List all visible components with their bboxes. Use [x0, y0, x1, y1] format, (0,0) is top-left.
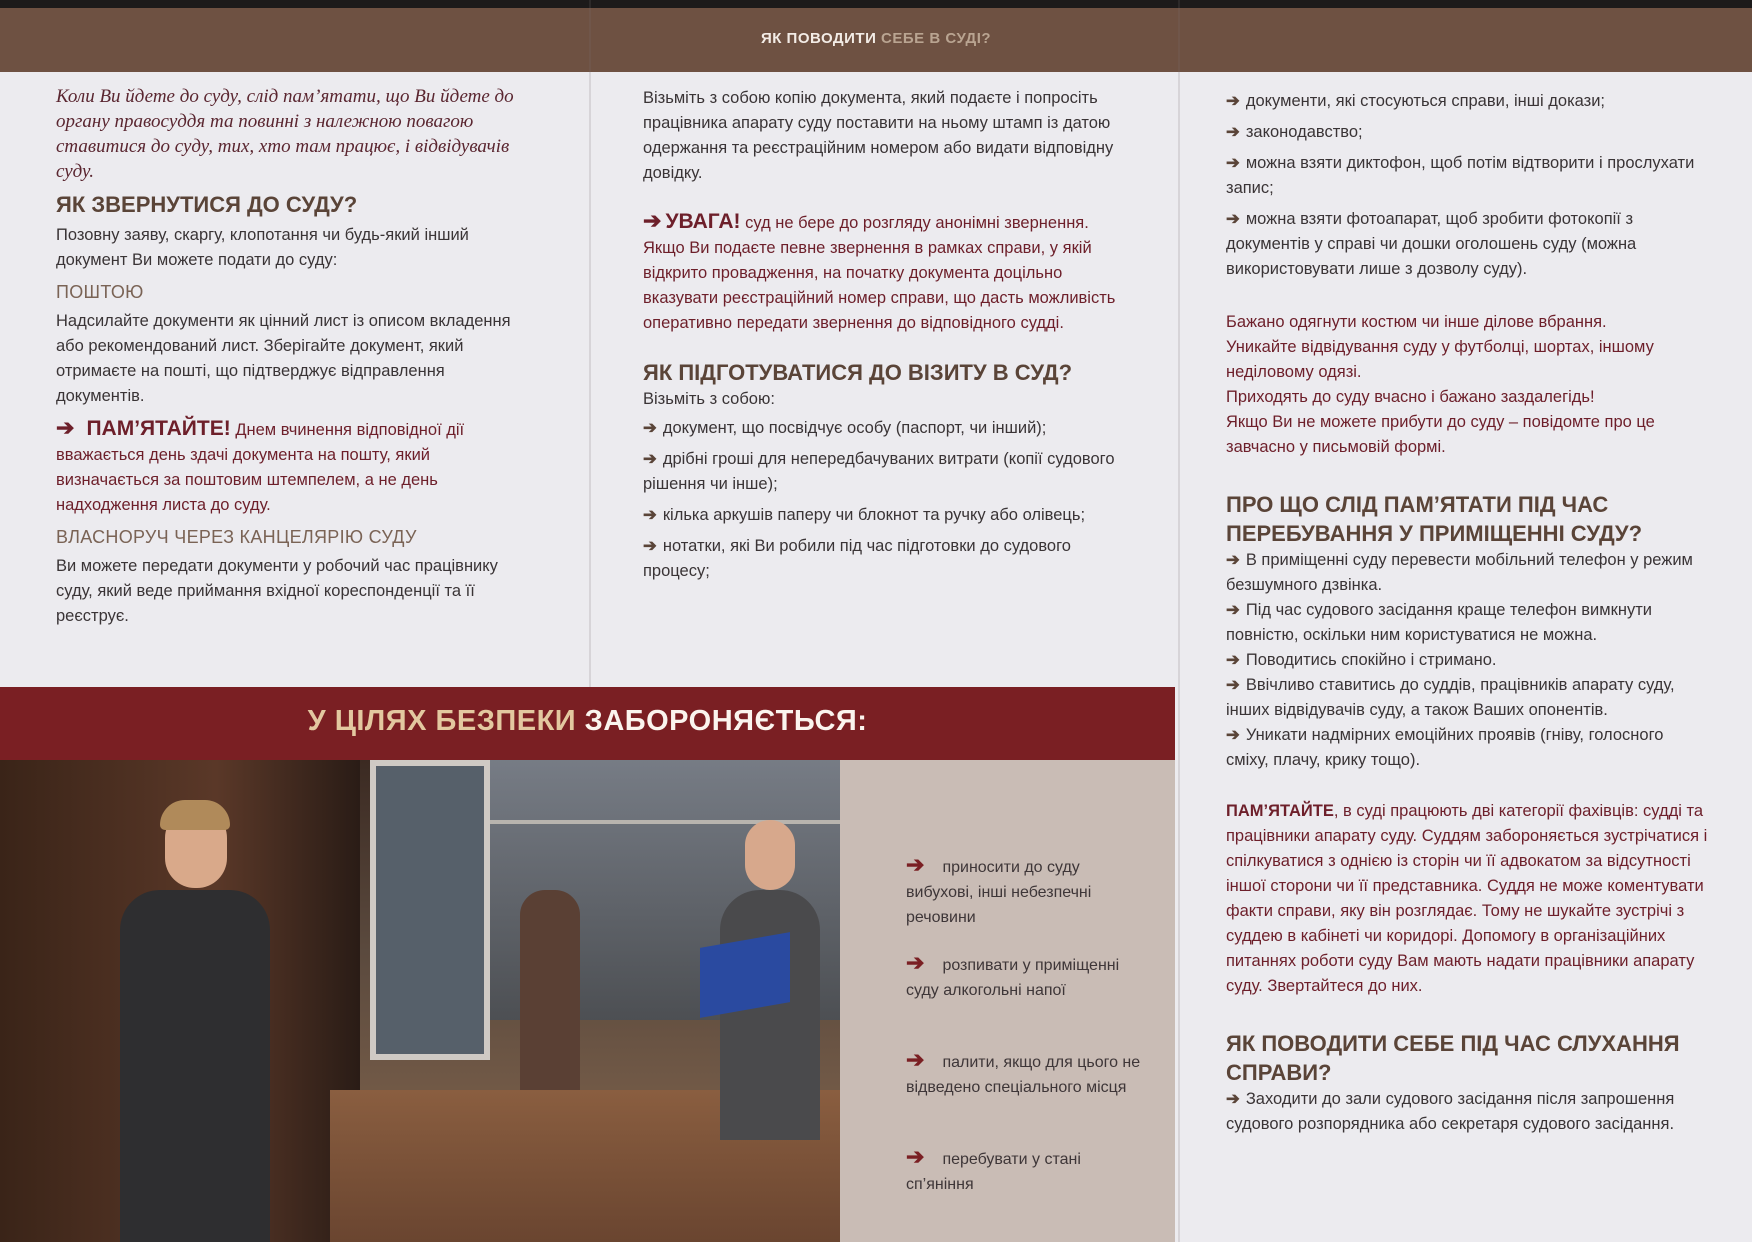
arrow-icon: ➔ — [643, 506, 657, 524]
section-heading: ЯК ЗВЕРНУТИСЯ ДО СУДУ? — [56, 192, 358, 217]
section-heading: ПРО ЩО СЛІД ПАМ’ЯТАТИ ПІД ЧАС ПЕРЕБУВАННЯ У ПРИМІЩЕННІ СУДУ? — [1226, 492, 1643, 546]
list-item: ➔ Заходити до зали судового засідання після запрошення судового розпорядника або секретаря судового засідання. — [1226, 1090, 1675, 1133]
arrow-icon: ➔ — [1226, 123, 1240, 141]
list-item: ➔ Під час судового засідання краще телефон вимкнути повністю, оскільки ним користуватися не можна. — [1226, 601, 1652, 644]
subheading-office: ВЛАСНОРУЧ ЧЕРЕЗ КАНЦЕЛЯРІЮ СУДУ — [56, 527, 417, 547]
list-item: ➔ дрібні гроші для непередбачуваних витрати (копії судового рішення чи інше); — [643, 450, 1115, 493]
left-column — [56, 84, 530, 635]
remember-note: ➔ ПАМ’ЯТАЙТЕ! Днем вчинення відповідної дії вважається день здачі документа на пошту, який визначається за поштовим штемпелем, а не день надходження листа до суду. — [56, 415, 465, 514]
arrow-icon: ➔ — [643, 450, 657, 468]
fold-line — [1178, 0, 1180, 1242]
arrow-icon: ➔ — [1226, 726, 1240, 744]
list-item: ➔ можна взяти диктофон, щоб потім відтворити і прослухати запис; — [1226, 154, 1695, 197]
arrow-icon: ➔ — [1226, 551, 1240, 569]
arrow-icon: ➔ — [1226, 210, 1240, 228]
list-item: ➔ Поводитись спокійно і стримано. — [1226, 651, 1497, 669]
list-item: ➔ кілька аркушів паперу чи блокнот та ручку або олівець; — [643, 506, 1086, 524]
right-column — [1226, 89, 1708, 1137]
bring-list — [643, 416, 1118, 584]
header-band — [0, 8, 1752, 72]
arrow-icon: ➔ — [643, 208, 662, 233]
arrow-icon: ➔ — [1226, 1090, 1240, 1108]
arrow-icon: ➔ — [1226, 601, 1240, 619]
prohibited-item: ➔ приносити до суду вибухові, інші небезпечні речовини — [906, 852, 1092, 926]
prohibited-item: ➔ розпивати у приміщенні суду алкогольні напої — [906, 950, 1120, 999]
post-text: Надсилайте документи як цінний лист із описом вкладення або рекомендований лист. Зберігайте документ, який отримаєте на пошті, що підтверджує відправлення документів. — [56, 312, 511, 405]
list-item: ➔ документи, які стосуються справи, інші докази; — [1226, 92, 1606, 110]
arrow-icon: ➔ — [906, 852, 925, 877]
lead-text: Позовну заяву, скаргу, клопотання чи будь-який інший документ Ви можете подати до суду: — [56, 226, 469, 269]
dress-code-text: Бажано одягнути костюм чи інше ділове вбрання. Уникайте відвідування суду у футболці, шортах, іншому неділовому одязі. Приходять до суду вчасно і бажано заздалегідь! Якщо Ви не можете прибути до суду – повідомте про це завчасно у письмовій формі. — [1226, 313, 1655, 456]
arrow-icon: ➔ — [1226, 651, 1240, 669]
intro-text: Коли Ви йдете до суду, слід пам’ятати, що Ви йдете до органу правосуддя та повинні з належною повагою ставитися до суду, тих, хто там працює, і відвідувачів суду. — [56, 86, 514, 182]
arrow-icon: ➔ — [56, 415, 75, 440]
prohibited-item: ➔ палити, якщо для цього не відведено спеціального місця — [906, 1047, 1141, 1096]
prohibited-panel — [840, 760, 1175, 1242]
list-item: ➔ Уникати надмірних емоційних проявів (гніву, голосного сміху, плачу, крику тощо). — [1226, 726, 1664, 769]
arrow-icon: ➔ — [906, 1047, 925, 1072]
security-banner — [0, 687, 1175, 760]
list-item: ➔ Ввічливо ставитись до суддів, працівників апарату суду, інших відвідувачів суду, а також Ваших опонентів. — [1226, 676, 1675, 719]
list-item: ➔ нотатки, які Ви робили під час підготовки до судового процесу; — [643, 537, 1071, 580]
copy-text: Візьміть з собою копію документа, який подаєте і попросіть працівника апарату суду поставити на ньому штамп із датою одержання та реєстраційним номером або видати відповідну довідку. — [643, 89, 1114, 182]
list-item: ➔ документ, що посвідчує особу (паспорт, чи інший); — [643, 419, 1047, 437]
banner-title: У ЦІЛЯХ БЕЗПЕКИ ЗАБОРОНЯЄТЬСЯ: — [307, 705, 868, 737]
attention-note: ➔ УВАГА! суд не бере до розгляду анонімні звернення. Якщо Ви подаєте певне звернення в рамках справи, у якій відкрито провадження, на початку документа доцільно вказувати реєстраційний номер справи, що дасть можливість оперативно передати звернення до відповідного судді. — [643, 208, 1116, 332]
prohibited-item: ➔ перебувати у стані сп’яніння — [906, 1144, 1081, 1193]
middle-column — [643, 86, 1118, 590]
remember-staff-note: ПАМ’ЯТАЙТЕ, в суді працюють дві категорії фахівців: судді та працівники апарату суду. Суддям забороняється зустрічатися і спілкуватися з однією із сторін чи її адвокатом за відсутності іншої сторони чи її представника. Суддя не може коментувати факти справи, яку він розглядає. Тому не шукайте зустрічі з суддею в кабінеті чи коридорі. Допомогу в організаційних питаннях роботи суду Вам мають надати працівники апарату суду. Звертайтеся до них. — [1226, 802, 1708, 995]
list-item: ➔ можна взяти фотоапарат, щоб зробити фотокопії з документів у справі чи дошки оголошень суду (можна використовувати лише з дозволу суду). — [1226, 210, 1637, 278]
top-edge — [0, 0, 1752, 8]
bring-list-continued — [1226, 89, 1708, 282]
arrow-icon: ➔ — [1226, 676, 1240, 694]
list-item: ➔ законодавство; — [1226, 123, 1363, 141]
subheading-post: ПОШТОЮ — [56, 282, 144, 302]
section-heading: ЯК ПІДГОТУВАТИСЯ ДО ВІЗИТУ В СУД? — [643, 360, 1073, 385]
arrow-icon: ➔ — [906, 1144, 925, 1169]
arrow-icon: ➔ — [643, 419, 657, 437]
page-title: ЯК ПОВОДИТИ СЕБЕ В СУДІ? — [760, 30, 992, 47]
court-lobby-photo — [0, 760, 840, 1242]
premises-list — [1226, 548, 1708, 773]
list-item: ➔ В приміщенні суду перевести мобільний телефон у режим безшумного дзвінка. — [1226, 551, 1693, 594]
office-text: Ви можете передати документи у робочий час працівнику суду, який веде приймання вхідної кореспонденції та її реєструє. — [56, 557, 498, 625]
arrow-icon: ➔ — [1226, 154, 1240, 172]
lead-text: Візьміть з собою: — [643, 390, 775, 408]
arrow-icon: ➔ — [1226, 92, 1240, 110]
arrow-icon: ➔ — [906, 950, 925, 975]
section-heading: ЯК ПОВОДИТИ СЕБЕ ПІД ЧАС СЛУХАННЯ СПРАВИ? — [1226, 1031, 1680, 1085]
arrow-icon: ➔ — [643, 537, 657, 555]
